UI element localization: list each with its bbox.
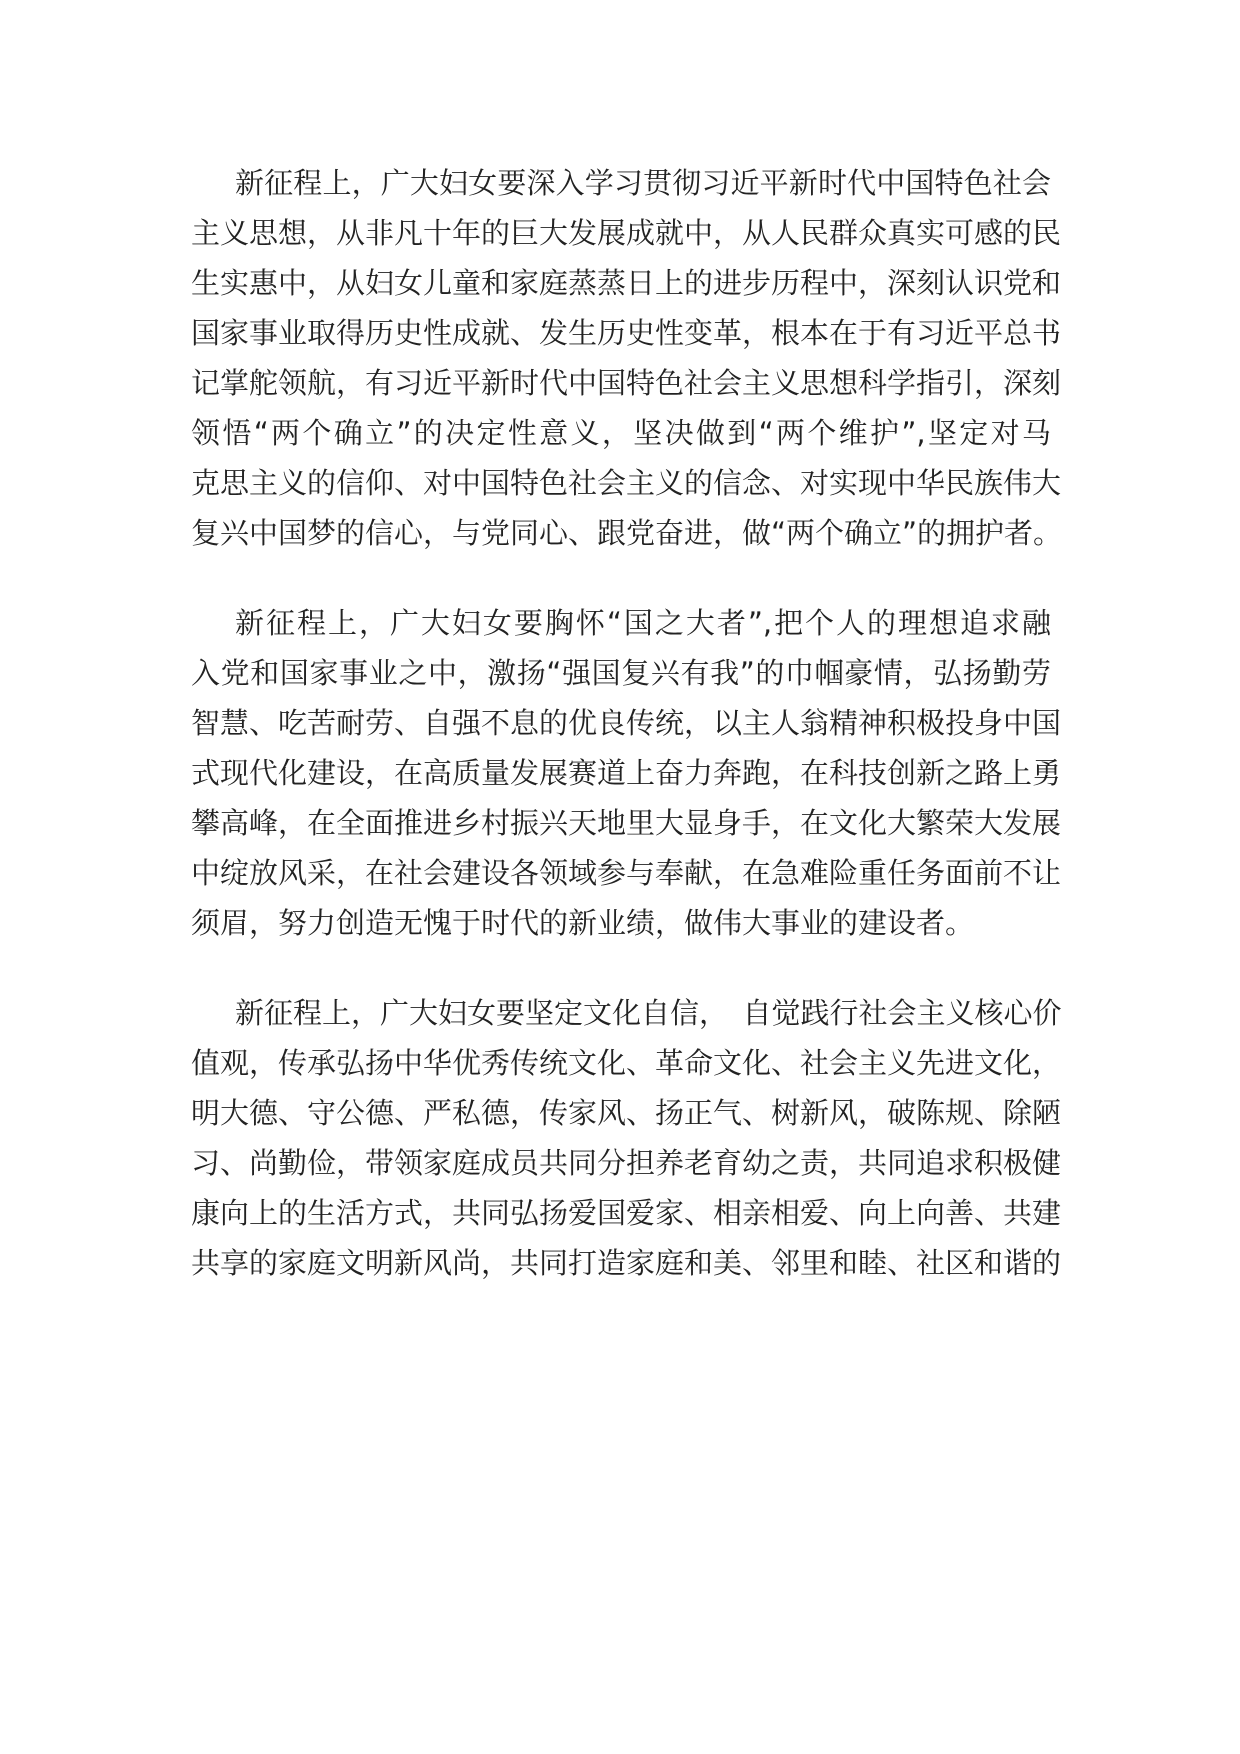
document-body <box>191 158 1063 1328</box>
paragraph-line: 共享的家庭文明新风尚，共同打造家庭和美、邻里和睦、社区和谐的 <box>191 1246 1062 1280</box>
paragraph-3 <box>191 988 1062 1288</box>
paragraph-2 <box>191 598 1062 948</box>
paragraph-line: 智慧、吃苦耐劳、自强不息的优良传统，以主人翁精神积极投身中国 <box>191 706 1062 740</box>
paragraph-line: 复兴中国梦的信心，与党同心、跟党奋进，做“两个确立”的拥护者。 <box>191 516 1063 550</box>
paragraph-line: 须眉，努力创造无愧于时代的新业绩，做伟大事业的建设者。 <box>191 906 975 940</box>
paragraph-line: 习、尚勤俭，带领家庭成员共同分担养老育幼之责，共同追求积极健 <box>191 1146 1062 1180</box>
paragraph-line: 主义思想，从非凡十年的巨大发展成就中，从人民群众真实可感的民 <box>191 216 1062 250</box>
paragraph-line: 攀高峰，在全面推进乡村振兴天地里大显身手，在文化大繁荣大发展 <box>191 806 1062 840</box>
paragraph-line: 新征程上，广大妇女要深入学习贯彻习近平新时代中国特色社会 <box>235 166 1051 200</box>
paragraph-line: 领悟“两个确立”的决定性意义，坚决做到“两个维护”,坚定对马 <box>191 416 1051 450</box>
paragraph-line: 国家事业取得历史性成就、发生历史性变革，根本在于有习近平总书 <box>191 316 1062 350</box>
paragraph-line: 新征程上，广大妇女要坚定文化自信， 自觉践行社会主义核心价 <box>235 996 1062 1030</box>
paragraph-line: 新征程上，广大妇女要胸怀“国之大者”,把个人的理想追求融 <box>235 606 1051 640</box>
paragraph-line: 入党和国家事业之中，激扬“强国复兴有我”的巾帼豪情，弘扬勤劳 <box>191 656 1051 690</box>
paragraph-1 <box>191 158 1063 558</box>
paragraph-line: 值观，传承弘扬中华优秀传统文化、革命文化、社会主义先进文化， <box>191 1046 1062 1080</box>
paragraph-line: 康向上的生活方式，共同弘扬爱国爱家、相亲相爱、向上向善、共建 <box>191 1196 1062 1230</box>
paragraph-line: 式现代化建设，在高质量发展赛道上奋力奔跑，在科技创新之路上勇 <box>191 756 1062 790</box>
paragraph-line: 记掌舵领航，有习近平新时代中国特色社会主义思想科学指引，深刻 <box>191 366 1062 400</box>
paragraph-line: 生实惠中，从妇女儿童和家庭蒸蒸日上的进步历程中，深刻认识党和 <box>191 266 1062 300</box>
paragraph-line: 中绽放风采，在社会建设各领域参与奉献，在急难险重任务面前不让 <box>191 856 1062 890</box>
paragraph-line: 克思主义的信仰、对中国特色社会主义的信念、对实现中华民族伟大 <box>191 466 1062 500</box>
paragraph-line: 明大德、守公德、严私德，传家风、扬正气、树新风，破陈规、除陋 <box>191 1096 1062 1130</box>
